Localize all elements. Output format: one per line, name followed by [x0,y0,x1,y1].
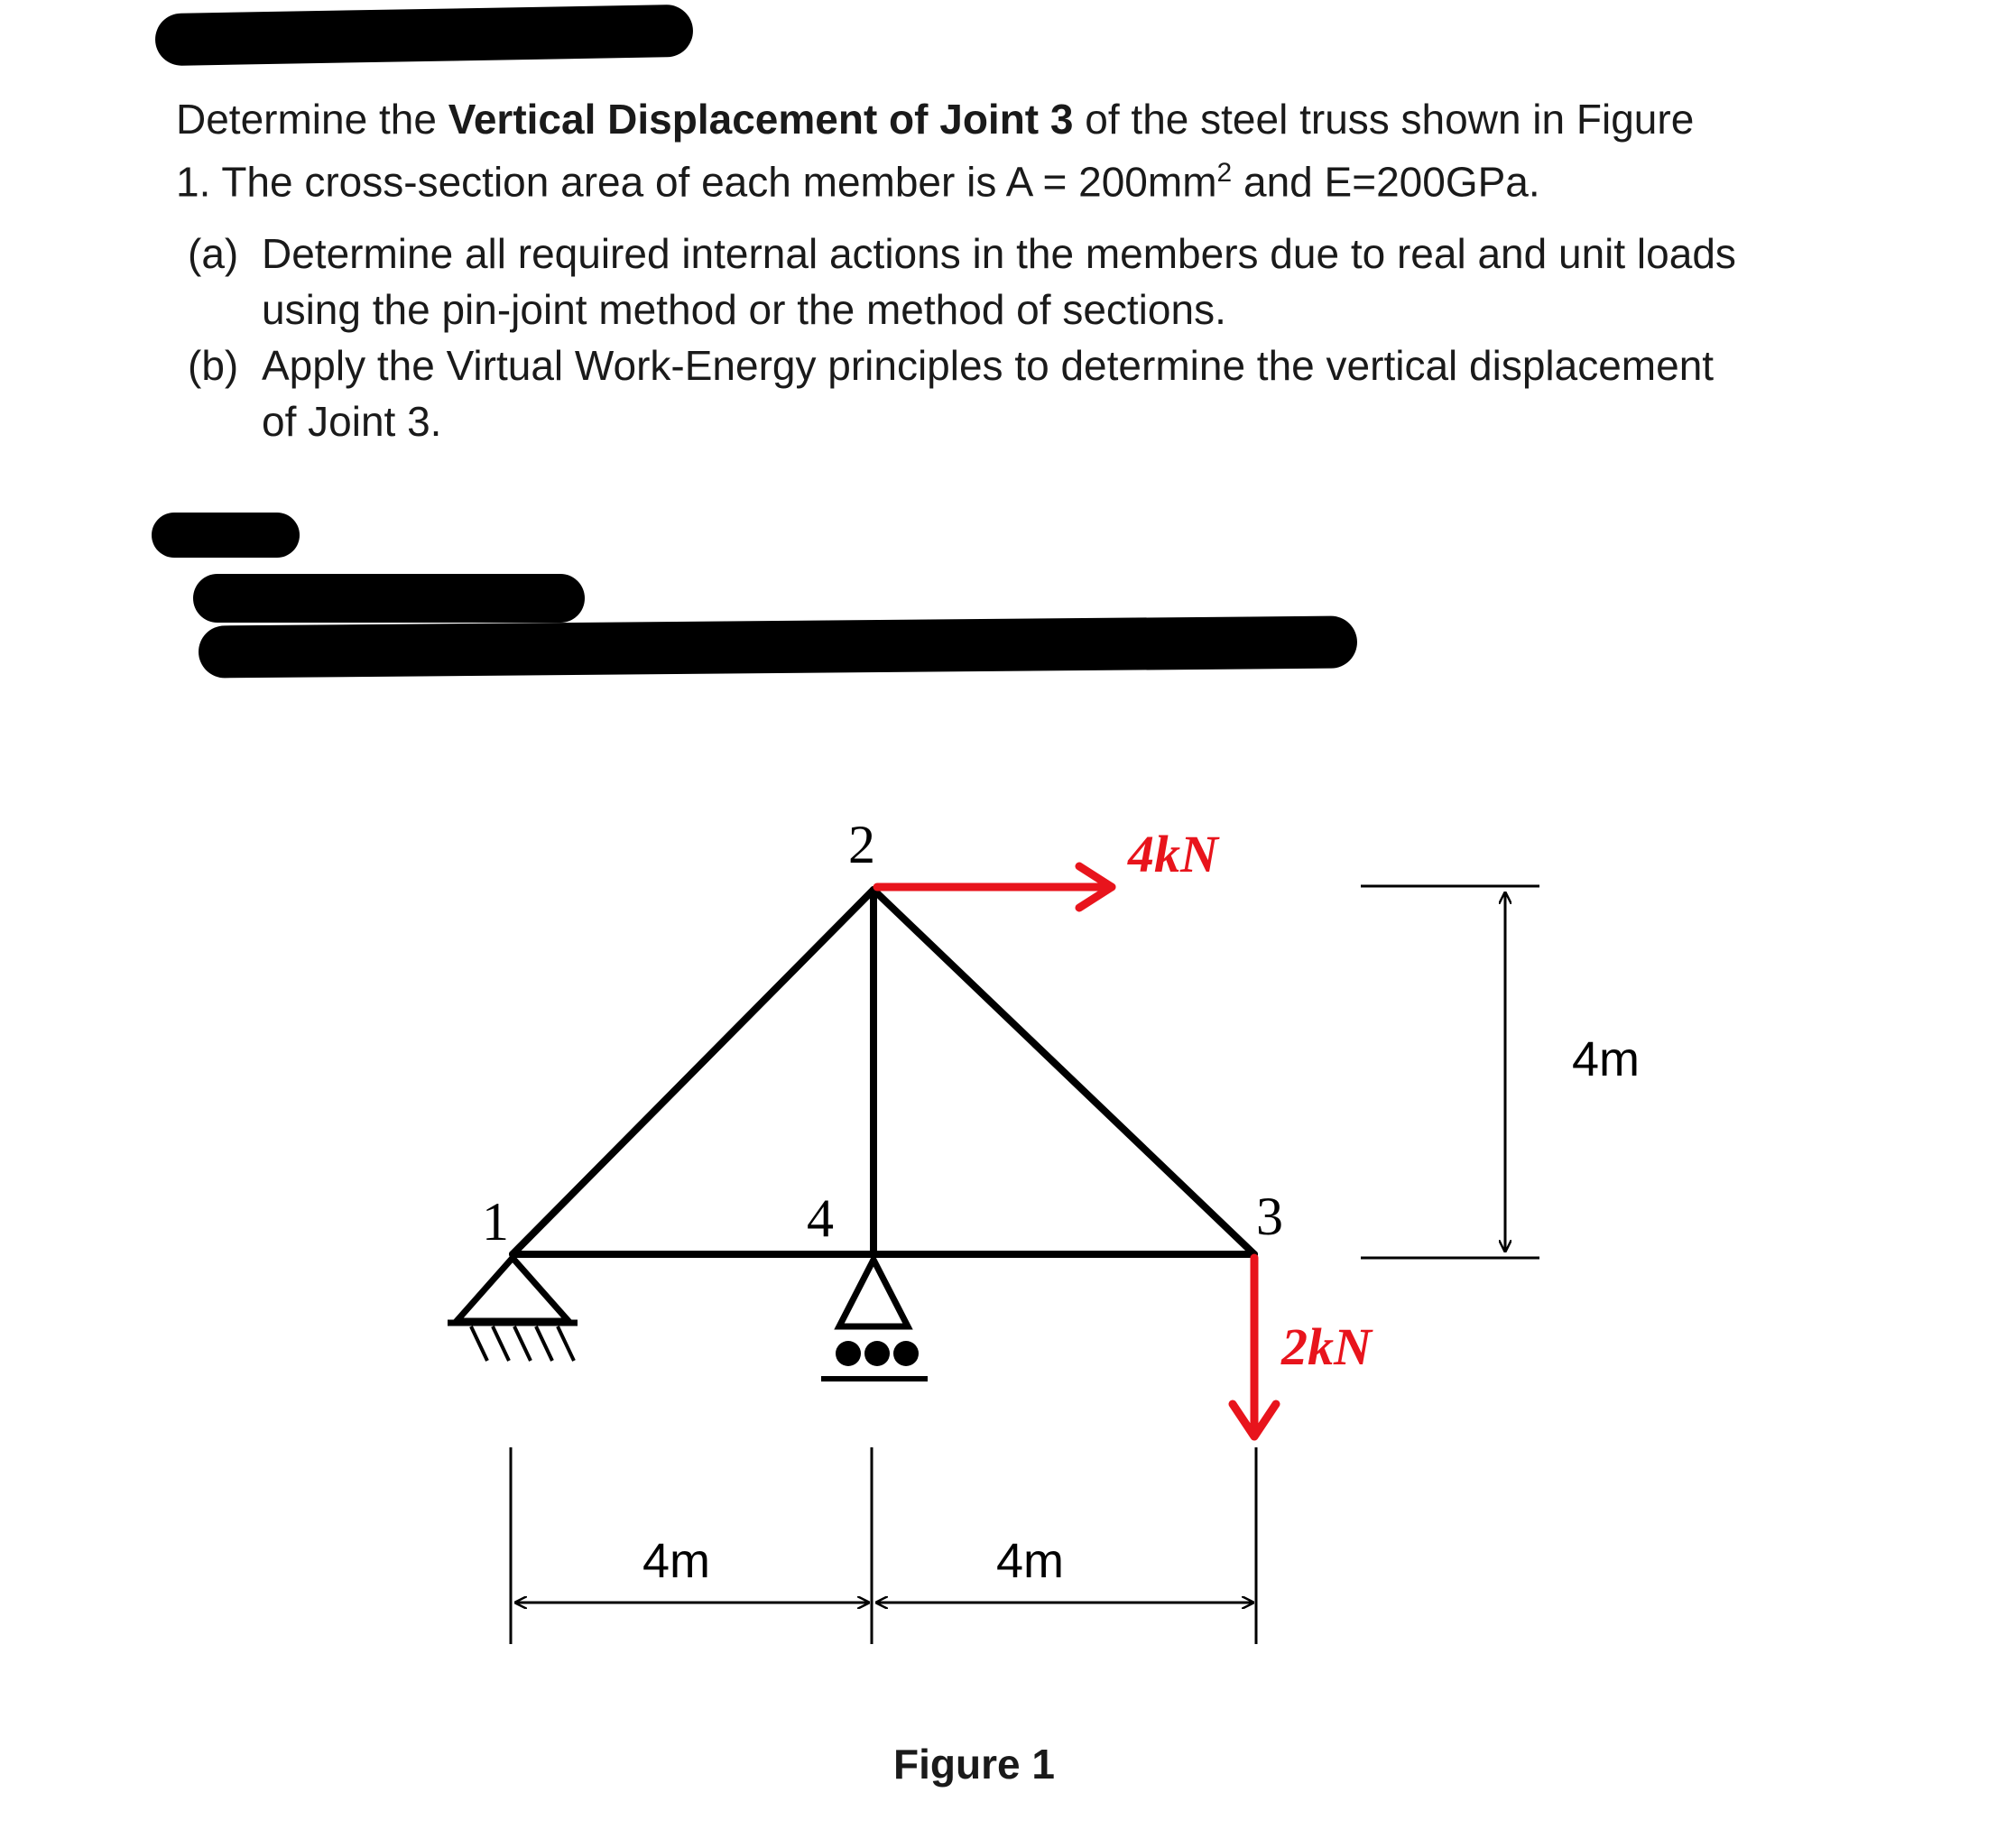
height-dimension [1361,886,1539,1258]
height-dimension-label: 4m [1572,1032,1641,1086]
part-b-line2: of Joint 3. [262,398,442,445]
modulus-text: and E=200GPa. [1232,158,1540,206]
truss-members [513,890,1254,1254]
member-2-3 [873,890,1254,1254]
part-b-label: (b) [188,342,239,389]
part-a-line1: Determine all required internal actions in the members due to real and unit loads [262,230,1736,277]
horizontal-load-label: 4kN [1128,825,1218,883]
span-dimensions [511,1447,1256,1644]
roller-support [821,1260,928,1379]
horizontal-load-arrow [877,866,1112,908]
right-span-label: 4m [996,1534,1065,1588]
vertical-load-label: 2kN [1281,1317,1372,1376]
intro-text: Determine the [176,96,448,143]
joint-label-2: 2 [848,815,875,874]
intro-text-end: of the steel truss shown in Figure [1073,96,1695,143]
joint-label-4: 4 [807,1188,834,1248]
joint-label-1: 1 [482,1192,509,1252]
superscript: 2 [1216,158,1233,188]
left-span-label: 4m [642,1534,711,1588]
pin-support [448,1258,578,1361]
part-b-line1: Apply the Virtual Work-Energy principles to determine the vertical displacement [262,342,1715,389]
figure-caption: Figure 1 [893,1741,1055,1788]
part-a-label: (a) [188,230,239,277]
area-text: 1. The cross-section area of each member is A = 200mm [176,158,1217,206]
part-a-line2: using the pin-joint method or the method of sections. [262,286,1226,333]
intro-bold-text: Vertical Displacement of Joint 3 [448,96,1074,143]
vertical-load-arrow [1233,1258,1276,1437]
joint-label-3: 3 [1256,1187,1283,1246]
